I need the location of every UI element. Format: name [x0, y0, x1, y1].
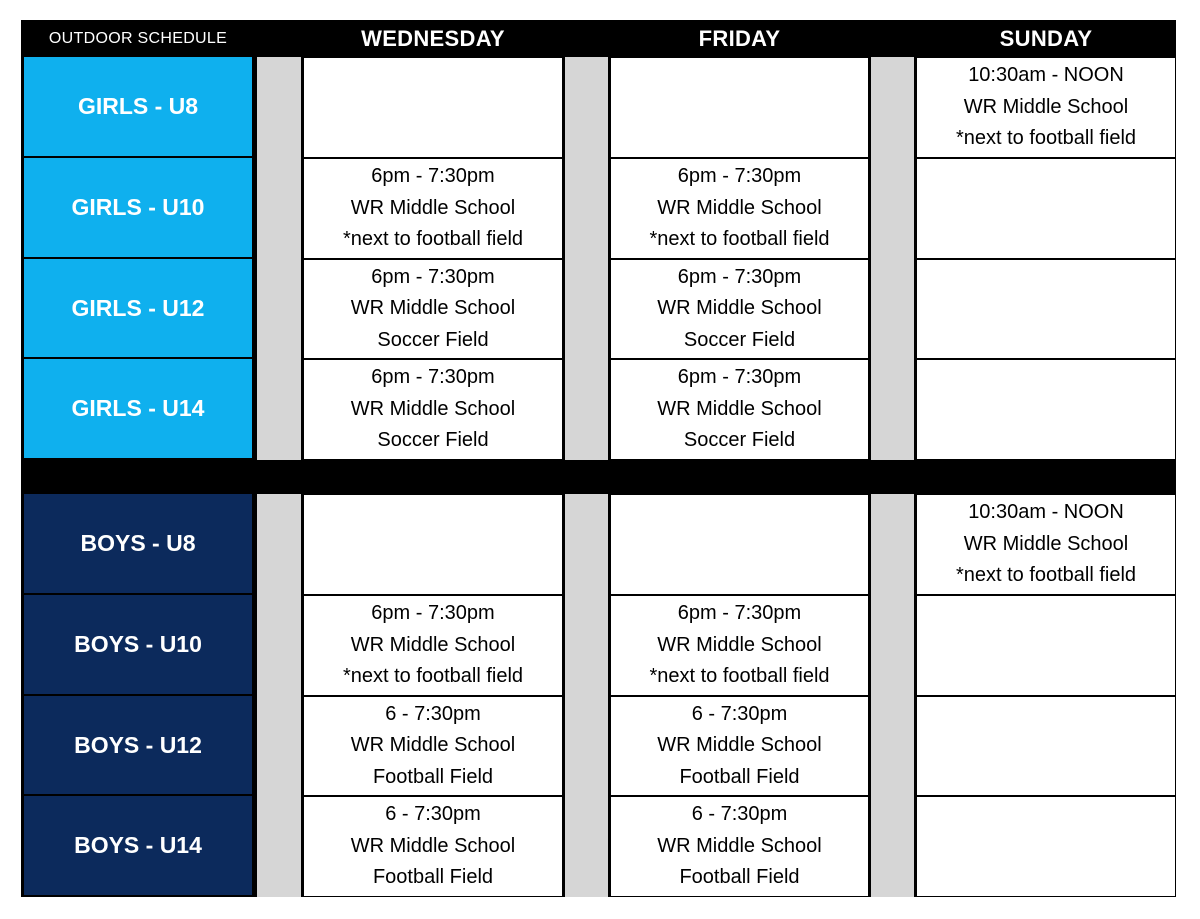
header-friday: FRIDAY — [698, 25, 781, 51]
cell-girls-u12-friday — [610, 259, 869, 359]
cell-time: 6 - 7:30pm — [691, 803, 788, 826]
cell-note: Football Field — [372, 765, 494, 788]
cell-girls-u10-wednesday — [303, 158, 563, 259]
cell-boys-u10-sunday — [916, 595, 1176, 696]
cell-time: 6pm - 7:30pm — [677, 366, 802, 389]
cell-location: WR Middle School — [657, 297, 822, 320]
section-divider — [21, 460, 1176, 494]
cell-girls-u8-sunday — [916, 57, 1176, 158]
cell-girls-u14-friday — [610, 359, 869, 460]
cell-note: Soccer Field — [377, 328, 489, 351]
cell-time: 6pm - 7:30pm — [677, 602, 802, 625]
cell-girls-u10-sunday — [916, 158, 1176, 259]
cell-note: Football Field — [372, 866, 494, 889]
cell-location: WR Middle School — [350, 397, 516, 420]
header-sunday: SUNDAY — [999, 25, 1093, 51]
cell-location: WR Middle School — [350, 734, 516, 757]
cell-boys-u8-wednesday — [303, 494, 563, 595]
row-label-boys-u14: BOYS - U14 — [21, 796, 255, 897]
cell-location: WR Middle School — [350, 297, 516, 320]
cell-note: Soccer Field — [683, 328, 796, 351]
separator-column — [255, 57, 303, 460]
row-label-girls-u10: GIRLS - U10 — [21, 158, 255, 259]
cell-time: 6 - 7:30pm — [385, 803, 481, 826]
cell-boys-u12-sunday — [916, 696, 1176, 796]
cell-location: WR Middle School — [657, 633, 822, 656]
cell-time: 6pm - 7:30pm — [371, 165, 495, 188]
cell-girls-u10-friday — [610, 158, 869, 259]
cell-girls-u14-wednesday — [303, 359, 563, 460]
cell-boys-u10-friday — [610, 595, 869, 696]
cell-location: WR Middle School — [963, 95, 1129, 118]
row-label-boys-u8: BOYS - U8 — [21, 494, 255, 595]
cell-girls-u8-wednesday — [303, 57, 563, 158]
cell-boys-u14-wednesday — [303, 796, 563, 897]
header-wednesday: WEDNESDAY — [361, 25, 505, 51]
cell-location: WR Middle School — [657, 734, 822, 757]
cell-boys-u8-friday — [610, 494, 869, 595]
cell-note: *next to football field — [342, 665, 524, 688]
cell-boys-u12-friday — [610, 696, 869, 796]
cell-location: WR Middle School — [350, 196, 516, 219]
cell-location: WR Middle School — [657, 397, 822, 420]
row-label-boys-u12: BOYS - U12 — [21, 696, 255, 796]
cell-girls-u14-sunday — [916, 359, 1176, 460]
cell-time: 10:30am - NOON — [968, 64, 1124, 87]
cell-boys-u14-friday — [610, 796, 869, 897]
cell-note: *next to football field — [955, 564, 1137, 587]
cell-time: 6 - 7:30pm — [691, 702, 788, 725]
cell-location: WR Middle School — [963, 532, 1129, 555]
cell-note: *next to football field — [342, 228, 524, 251]
schedule-title: OUTDOOR SCHEDULE — [48, 29, 228, 47]
row-label-girls-u8: GIRLS - U8 — [21, 57, 255, 158]
cell-time: 10:30am - NOON — [968, 501, 1124, 524]
separator-column — [255, 494, 303, 897]
cell-time: 6pm - 7:30pm — [677, 265, 802, 288]
cell-note: Soccer Field — [377, 429, 489, 452]
cell-note: *next to football field — [955, 127, 1137, 150]
cell-note: Football Field — [679, 866, 800, 889]
cell-time: 6pm - 7:30pm — [371, 366, 495, 389]
cell-note: Soccer Field — [683, 429, 796, 452]
cell-location: WR Middle School — [350, 834, 516, 857]
separator-column — [563, 494, 610, 897]
row-label-girls-u14: GIRLS - U14 — [21, 359, 255, 460]
row-label-boys-u10: BOYS - U10 — [21, 595, 255, 696]
cell-note: *next to football field — [649, 665, 830, 688]
cell-boys-u14-sunday — [916, 796, 1176, 897]
separator-column — [869, 494, 916, 897]
cell-boys-u10-wednesday — [303, 595, 563, 696]
separator-column — [869, 57, 916, 460]
cell-boys-u12-wednesday — [303, 696, 563, 796]
cell-time: 6pm - 7:30pm — [677, 165, 802, 188]
cell-time: 6pm - 7:30pm — [371, 265, 495, 288]
cell-girls-u12-sunday — [916, 259, 1176, 359]
cell-location: WR Middle School — [657, 196, 822, 219]
cell-girls-u8-friday — [610, 57, 869, 158]
cell-time: 6 - 7:30pm — [385, 702, 481, 725]
separator-column — [563, 57, 610, 460]
cell-note: Football Field — [679, 765, 800, 788]
cell-boys-u8-sunday — [916, 494, 1176, 595]
row-label-girls-u12: GIRLS - U12 — [21, 259, 255, 359]
cell-location: WR Middle School — [657, 834, 822, 857]
cell-girls-u12-wednesday — [303, 259, 563, 359]
cell-note: *next to football field — [649, 228, 830, 251]
cell-time: 6pm - 7:30pm — [371, 602, 495, 625]
cell-location: WR Middle School — [350, 633, 516, 656]
